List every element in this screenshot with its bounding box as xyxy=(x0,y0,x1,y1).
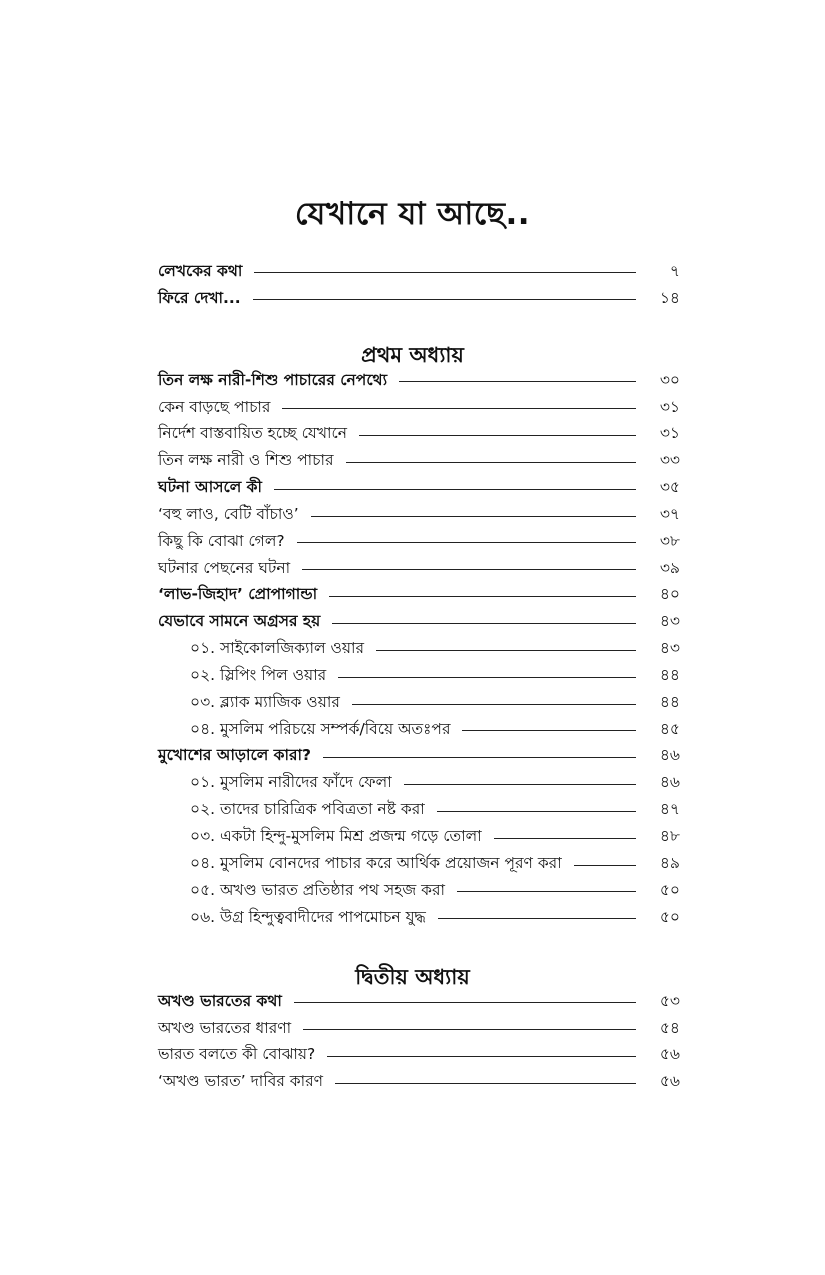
toc-page-number: ৫৪ xyxy=(659,1018,680,1037)
front-matter-list xyxy=(158,258,680,312)
toc-page-number: ৩০ xyxy=(659,370,680,389)
toc-entry xyxy=(158,770,680,797)
toc-leader-line xyxy=(352,704,636,705)
toc-entry-title: ০৪. মুসলিম পরিচয়ে সম্পর্ক/বিয়ে অতঃপর xyxy=(158,722,462,738)
toc-entry-title: ০৫. অখণ্ড ভারত প্রতিষ্ঠার পথ সহজ করা xyxy=(158,883,457,899)
page-title: যেখানে যা আছে.. xyxy=(294,196,531,232)
chapter-heading-2: দ্বিতীয় অধ্যায় xyxy=(355,965,470,989)
toc-entry-title: ফিরে দেখা... xyxy=(158,291,253,307)
toc-entry xyxy=(158,988,680,1015)
toc-leader-line xyxy=(359,435,636,436)
toc-leader-line xyxy=(404,784,636,785)
toc-entry-title: লেখকের কথা xyxy=(158,264,254,280)
chapter-heading-1: প্রথম অধ্যায় xyxy=(361,343,464,367)
toc-leader-line xyxy=(323,757,636,758)
toc-entry-title: তিন লক্ষ নারী ও শিশু পাচার xyxy=(158,453,346,469)
toc-leader-line xyxy=(438,918,636,919)
toc-page-number: ৫০ xyxy=(659,880,680,899)
toc-page-number: ৪৬ xyxy=(659,773,680,792)
toc-entry xyxy=(158,635,680,662)
toc-page-number: ৩৫ xyxy=(659,478,680,497)
toc-entry-title: ঘটনা আসলে কী xyxy=(158,480,274,496)
toc-entry-title: ০৪. মুসলিম বোনদের পাচার করে আর্থিক প্রয়োজন পূরণ করা xyxy=(158,856,574,872)
toc-page-number: ১৪ xyxy=(659,288,680,307)
toc-page-number: ৩১ xyxy=(659,424,680,443)
toc-entry xyxy=(158,448,680,475)
toc-leader-line xyxy=(329,596,636,597)
toc-entry xyxy=(158,528,680,555)
toc-leader-line xyxy=(574,865,636,866)
toc-leader-line xyxy=(311,516,636,517)
toc-entry xyxy=(158,367,680,394)
toc-page-number: ৫৬ xyxy=(659,1072,680,1091)
toc-leader-line xyxy=(457,891,636,892)
toc-leader-line xyxy=(302,569,636,570)
toc-entry-title: তিন লক্ষ নারী-শিশু পাচারের নেপথ্যে xyxy=(158,373,399,389)
toc-entry xyxy=(158,904,680,931)
toc-entry xyxy=(158,877,680,904)
toc-leader-line xyxy=(253,299,636,300)
toc-leader-line xyxy=(399,381,636,382)
toc-page-number: ৩৭ xyxy=(659,504,680,523)
toc-leader-line xyxy=(297,542,636,543)
toc-entry xyxy=(158,797,680,824)
toc-entry-title: ০২. স্লিপিং পিল ওয়ার xyxy=(158,668,338,684)
toc-entry xyxy=(158,582,680,609)
toc-entry-title: অখণ্ড ভারতের ধারণা xyxy=(158,1021,303,1037)
toc-page-number: ৩৩ xyxy=(659,451,680,470)
toc-entry xyxy=(158,555,680,582)
toc-page-number: ৫৩ xyxy=(659,991,680,1010)
toc-entry xyxy=(158,823,680,850)
toc-leader-line xyxy=(437,811,636,812)
toc-page-number: ৪৪ xyxy=(659,692,680,711)
toc-leader-line xyxy=(327,1056,636,1057)
chapter-2-entries xyxy=(158,988,680,1095)
toc-page-number: ৫৬ xyxy=(659,1045,680,1064)
toc-page-number: ৫০ xyxy=(659,907,680,926)
toc-entry xyxy=(158,501,680,528)
toc-entry-title: ‘বহু লাও, বেটি বাঁচাও’ xyxy=(158,507,311,523)
toc-page-number: ৪৯ xyxy=(659,853,680,872)
toc-page-number: ৪৭ xyxy=(659,800,680,819)
toc-entry-title: ০২. তাদের চারিত্রিক পবিত্রতা নষ্ট করা xyxy=(158,802,437,818)
toc-entry-title: ঘটনার পেছনের ঘটনা xyxy=(158,561,302,577)
toc-entry xyxy=(158,474,680,501)
toc-page-number: ৪৬ xyxy=(659,746,680,765)
toc-entry xyxy=(158,716,680,743)
toc-leader-line xyxy=(294,1002,636,1003)
toc-entry xyxy=(158,1069,680,1096)
toc-entry xyxy=(158,1042,680,1069)
toc-entry-title: যেভাবে সামনে অগ্রসর হয় xyxy=(158,614,332,630)
toc-page-number: ৩১ xyxy=(659,397,680,416)
toc-entry-title: কিছু কি বোঝা গেল? xyxy=(158,534,297,550)
toc-leader-line xyxy=(254,272,636,273)
toc-entry xyxy=(158,258,680,285)
toc-page-number: ৭ xyxy=(669,261,680,280)
toc-entry xyxy=(158,689,680,716)
toc-entry-title: ০৩. ব্ল্যাক ম্যাজিক ওয়ার xyxy=(158,695,352,711)
toc-leader-line xyxy=(376,650,636,651)
toc-entry xyxy=(158,662,680,689)
toc-entry-title: ০৬. উগ্র হিন্দুত্ববাদীদের পাপমোচন যুদ্ধ xyxy=(158,910,438,926)
toc-leader-line xyxy=(338,677,636,678)
chapter-1-entries xyxy=(158,367,680,931)
toc-page-number: ৪৫ xyxy=(659,719,680,738)
toc-page-number: ৪৪ xyxy=(659,665,680,684)
toc-entry-title: ভারত বলতে কী বোঝায়? xyxy=(158,1047,327,1063)
toc-entry-title: মুখোশের আড়ালে কারা? xyxy=(158,748,323,764)
toc-leader-line xyxy=(303,1029,636,1030)
toc-page-number: ৩৯ xyxy=(659,558,680,577)
toc-entry xyxy=(158,850,680,877)
toc-leader-line xyxy=(332,623,636,624)
toc-leader-line xyxy=(335,1083,636,1084)
toc-entry xyxy=(158,609,680,636)
toc-entry xyxy=(158,421,680,448)
toc-leader-line xyxy=(462,730,636,731)
toc-entry-title: নির্দেশ বাস্তবায়িত হচ্ছে যেখানে xyxy=(158,426,359,442)
toc-entry xyxy=(158,285,680,312)
toc-entry-title: ০১. মুসলিম নারীদের ফাঁদে ফেলা xyxy=(158,775,404,791)
toc-entry-title: কেন বাড়ছে পাচার xyxy=(158,400,282,416)
toc-leader-line xyxy=(346,462,636,463)
toc-entry xyxy=(158,1015,680,1042)
toc-entry-title: ০৩. একটা হিন্দু-মুসলিম মিশ্র প্রজন্ম গড়ে তোলা xyxy=(158,829,494,845)
toc-entry xyxy=(158,394,680,421)
toc-page-number: ৩৮ xyxy=(659,531,680,550)
toc-page-number: ৪৩ xyxy=(659,639,680,658)
toc-page-number: ৪৩ xyxy=(659,612,680,631)
toc-entry xyxy=(158,743,680,770)
toc-leader-line xyxy=(494,838,636,839)
toc-page-number: ৪৮ xyxy=(659,827,680,846)
toc-page-number: ৪০ xyxy=(659,585,680,604)
toc-leader-line xyxy=(274,489,636,490)
toc-leader-line xyxy=(282,408,636,409)
toc-entry-title: ‘লাভ-জিহাদ’ প্রোপাগান্ডা xyxy=(158,587,329,603)
toc-entry-title: ০১. সাইকোলজিক্যাল ওয়ার xyxy=(158,641,376,657)
toc-entry-title: অখণ্ড ভারতের কথা xyxy=(158,994,294,1010)
toc-entry-title: ‘অখণ্ড ভারত’ দাবির কারণ xyxy=(158,1074,335,1090)
